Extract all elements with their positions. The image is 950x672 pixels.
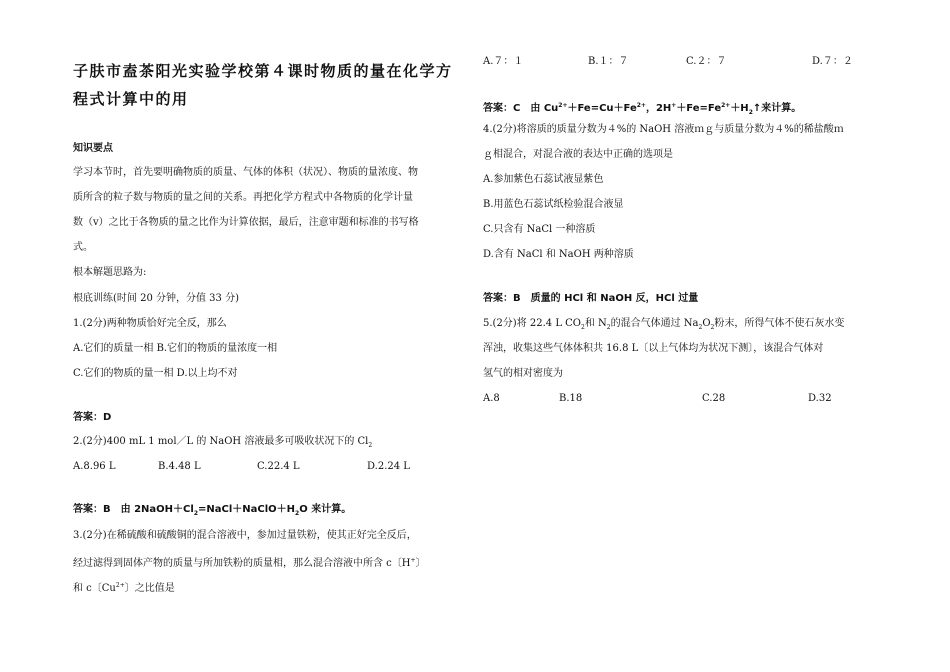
q1-options-2: C.它们的物质的量一相 D.以上均不对: [73, 368, 238, 379]
section-heading: 知识要点: [73, 143, 113, 154]
q4-option-b: B.用蓝色石蕊试纸检验混合液显: [483, 199, 624, 210]
q3-option-c: C.２：７: [686, 56, 727, 67]
intro-line-1: 学习本节时，首先要明确物质的质量、气体的体积（状况）、物质的量浓度、物: [73, 167, 418, 178]
q4-line-2: ｇ相混合，对混合液的表达中正确的选项是: [483, 149, 673, 160]
intro-line-3: 数（v）之比于各物质的量之比作为计算依据，最后，注意审题和标准的书写格: [73, 217, 419, 228]
q1-stem: 1.(2分)两种物质恰好完全反，那么: [73, 318, 227, 329]
q3-line-1: 3.(2分)在稀硫酸和硫酸铜的混合溶液中，参加过量铁粉，使其正好完全反后，: [73, 530, 417, 541]
q5-line-3: 氢气的相对密度为: [483, 368, 563, 379]
q3-option-b: B.１：７: [588, 56, 629, 67]
intro-line-4: 式。: [73, 242, 93, 253]
q5-option-a: A.8: [483, 393, 500, 404]
q2-option-d: D.2.24 L: [367, 461, 410, 472]
q4-option-c: C.只含有 NaCl 一种溶质: [483, 224, 596, 235]
q4-line-1: 4.(2分)将溶质的质量分数为４%的 NaOH 溶液ｍｇ与质量分数为４%的稀盐酸ｍ: [483, 124, 844, 135]
basic-steps: 根本解题思路为:: [73, 267, 147, 278]
q4-option-d: D.含有 NaCl 和 NaOH 两种溶质: [483, 249, 634, 260]
q5-option-b: B.18: [559, 393, 583, 404]
q2-option-a: A.8.96 L: [73, 461, 116, 472]
q2-option-b: B.4.48 L: [158, 461, 201, 472]
q1-options-1: A.它们的质量一相 B.它们的物质的量浓度一相: [73, 343, 278, 354]
q4-answer: 答案：B 质量的 HCl 和 NaOH 反，HCl 过量: [483, 293, 699, 304]
q3-line-2: 经过滤得到固体产物的质量与所加铁粉的质量相，那么混合溶液中所含 c〔H+〕: [73, 557, 426, 569]
q4-option-a: A.参加紫色石蕊试液显紫色: [483, 174, 604, 185]
q3-option-d: D.７：２: [812, 56, 853, 67]
q2-stem: 2.(2分)400 mL 1 mol／L 的 NaOH 溶液最多可吸收状况下的 $Cl_2$: [73, 436, 373, 449]
training-header: 根底训练(时间 20 分钟，分值 33 分): [73, 293, 239, 304]
page-title-line-1: 子肤市盍茶阳光实验学校第４课时物质的量在化学方: [73, 62, 453, 80]
q1-answer: 答案：D: [73, 412, 112, 423]
q3-option-a: A.７：１: [483, 56, 524, 67]
q2-answer: 答案：B 由 $2NaOH+Cl_2=NaCl+NaClO+H_2O$ 来计算。: [73, 504, 352, 517]
q3-answer: 答案：C 由 $Cu^{2+}+Fe=Cu+Fe^{2+}$，$2H^++Fe=Fe^{2+}+H_2↑$来计算。: [483, 102, 802, 116]
page-title-line-2: 程式计算中的用: [73, 90, 189, 108]
q2-option-c: C.22.4 L: [257, 461, 300, 472]
q5-option-d: D.32: [808, 393, 832, 404]
q5-line-1: 5.(2分)将 22.4 L $CO_2$和 $N_2$的混合气体通过 $Na_2O_2$粉末，所得气体不使石灰水变: [483, 318, 845, 331]
intro-line-2: 质所含的粒子数与物质的量之间的关系。再把化学方程式中各物质的化学计量: [73, 192, 413, 203]
q5-line-2: 浑浊，收集这些气体体积共 16.8 L〔以上气体均为状况下测〕，该混合气体对: [483, 343, 824, 354]
q3-line-3: 和 c〔$Cu^{2+}$〕之比值是: [73, 582, 175, 594]
q5-option-c: C.28: [702, 393, 726, 404]
